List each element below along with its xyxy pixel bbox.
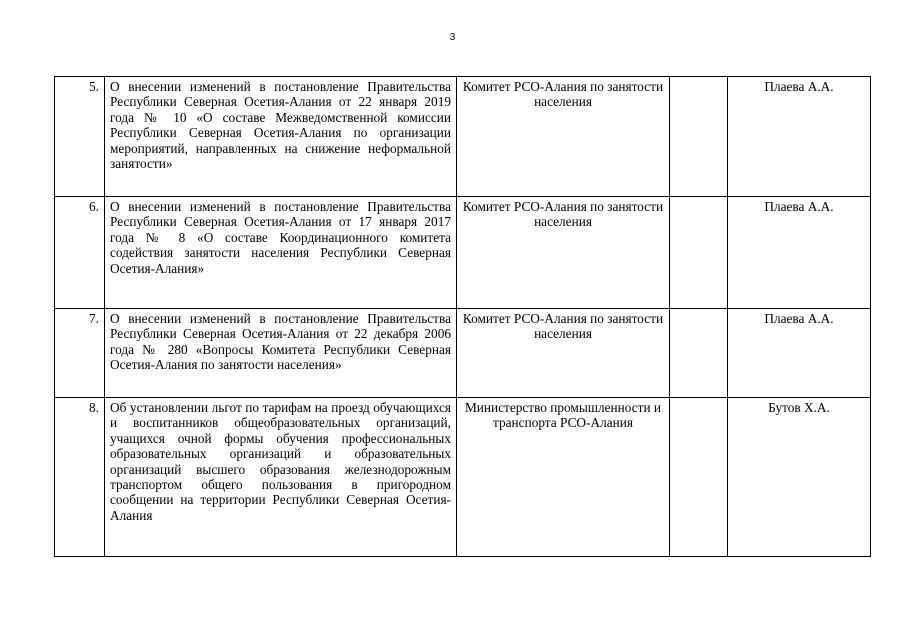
empty-cell [670,309,728,398]
row-number: 8. [55,398,105,557]
empty-cell [670,77,728,197]
responsible-person: Плаева А.А. [728,77,871,197]
row-number: 5. [55,77,105,197]
empty-cell [670,197,728,309]
document-title: О внесении изменений в постановление Правительства Республики Северная Осетия-Алания от 22 декабря 2006 года № 280 «Вопросы Комитета Республики Северная Осетия-Алания по занятости населения» [105,309,457,398]
page-number: 3 [449,32,456,43]
table-row [55,77,871,197]
document-title: Об установлении льгот по тарифам на проезд обучающихся и воспитанников общеобразовательных организаций, учащихся очной формы обучения профессиональных образовательных организаций и образовательных организаций высшего образования железнодорожным транспортом общего пользования в пригородном сообщении на территории Республики Северная Осетия-Алания [105,398,457,557]
responsible-organization: Комитет РСО-Алания по занятости населения [457,77,670,197]
row-number: 6. [55,197,105,309]
responsible-person: Плаева А.А. [728,197,871,309]
document-title: О внесении изменений в постановление Правительства Республики Северная Осетия-Алания от 17 января 2017 года № 8 «О составе Координационного комитета содействия занятости населения Республики Северная Осетия-Алания» [105,197,457,309]
table-row [55,309,871,398]
responsible-organization: Комитет РСО-Алания по занятости населения [457,197,670,309]
row-number: 7. [55,309,105,398]
table-row [55,398,871,557]
table-row [55,197,871,309]
responsible-person: Бутов Х.А. [728,398,871,557]
responsible-organization: Министерство промышленности и транспорта РСО-Алания [457,398,670,557]
document-title: О внесении изменений в постановление Правительства Республики Северная Осетия-Алания от 22 января 2019 года № 10 «О составе Межведомственной комиссии Республики Северная Осетия-Алания по организации мероприятий, направленных на снижение неформальной занятости» [105,77,457,197]
responsible-person: Плаева А.А. [728,309,871,398]
empty-cell [670,398,728,557]
document-table [54,76,871,557]
responsible-organization: Комитет РСО-Алания по занятости населения [457,309,670,398]
